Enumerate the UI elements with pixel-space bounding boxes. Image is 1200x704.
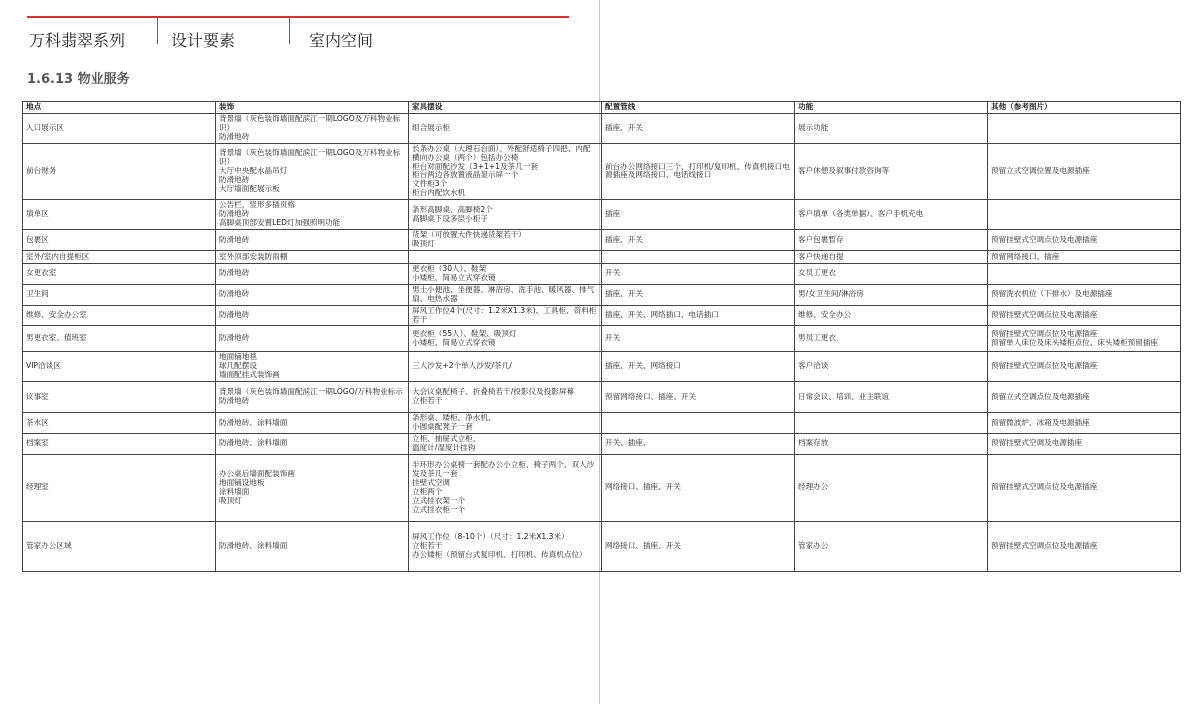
table-cell	[409, 250, 602, 263]
cell-text: 男员工更衣	[798, 333, 836, 343]
table-row	[23, 284, 1181, 305]
cell-text: VIP洽谈区	[26, 361, 61, 371]
cell-text: 展示功能	[798, 122, 829, 132]
table-cell	[795, 305, 988, 326]
table-cell	[602, 143, 795, 199]
table-cell	[602, 250, 795, 263]
cell-text: 男更衣室、值班室	[26, 333, 87, 343]
cell-text: 管家办公区域	[26, 540, 72, 550]
cell-text: 卫生间	[26, 289, 49, 299]
cell-text: 维修、安全办公室	[26, 310, 87, 320]
cell-text: 屏风工作位（8-10个）（尺寸：1.2米X1.3米） 立柜若干 办公矮柜（预留台式复印机、打印机、传真机点位）	[412, 531, 587, 559]
column-header: 家具摆设	[409, 102, 602, 114]
table-cell	[602, 200, 795, 230]
table-cell	[988, 305, 1181, 326]
table-cell	[216, 250, 409, 263]
table-cell	[988, 382, 1181, 413]
table-cell	[602, 382, 795, 413]
table-cell	[23, 250, 216, 263]
cell-text: 前台办公网络接口三个，打印机/复印机、传真机接口电源插座及网络接口、电话线接口	[605, 161, 790, 180]
cell-text: 网络接口、插座、开关	[605, 482, 681, 492]
cell-text: 更衣柜（30人）、鞋架 小矮柜、简易立式穿衣镜	[412, 263, 496, 282]
cell-text: 插座	[605, 209, 621, 219]
table-cell	[795, 284, 988, 305]
cell-text: 经理办公	[798, 482, 829, 492]
column-header: 地点	[23, 102, 216, 114]
table-cell	[23, 200, 216, 230]
table-cell	[795, 326, 988, 352]
table-cell	[988, 326, 1181, 352]
cell-text: 插座、开关、网络插口、电话插口	[605, 310, 719, 320]
cell-text: 防滑地砖	[219, 289, 250, 299]
cell-text: 预留挂壁式空调点位及电源插座	[991, 482, 1098, 492]
cell-text: 公告栏，竖形多插页格 防滑地砖 高脚桌顶部安置LED灯加强照明功能	[219, 200, 341, 228]
table-cell	[409, 263, 602, 284]
table-row	[23, 382, 1181, 413]
cell-text: 男士小便池、坐便器、淋浴房、洗手池、暖风器、排气扇、电热水器	[412, 284, 595, 303]
column-header: 装饰	[216, 102, 409, 114]
cell-text: 条形桌、矮柜、净水机、 小圆桌配凳子一套	[412, 413, 496, 432]
header-tab-interior: 室内空间	[309, 31, 374, 50]
table-cell	[795, 263, 988, 284]
header-separator	[157, 16, 158, 44]
table-cell	[988, 200, 1181, 230]
cell-text: 插座、开关	[605, 122, 643, 132]
cell-text: 包裹区	[26, 234, 49, 244]
table-cell	[795, 200, 988, 230]
table-row	[23, 143, 1181, 199]
table-cell	[409, 382, 602, 413]
cell-text: 预留挂壁式空调点位及电源插座	[991, 234, 1098, 244]
table-cell	[795, 230, 988, 251]
table-cell	[216, 143, 409, 199]
cell-text: 室外顶部安装防雨棚	[219, 251, 288, 261]
table-cell	[602, 521, 795, 571]
table-cell	[602, 352, 795, 382]
cell-text: 背景墙（灰色装饰墙面配滨江一期LOGO及万科物业标识） 大厅中央配水晶吊灯 防滑地砖 大厅墙面配展示板	[219, 148, 401, 193]
cell-text: 客户快递自提	[798, 251, 844, 261]
header-separator	[289, 16, 290, 44]
cell-text: 预留挂壁式空调点位及电源插座	[991, 540, 1098, 550]
table-cell	[409, 454, 602, 521]
table-cell	[23, 454, 216, 521]
cell-text: 客户包裹暂存	[798, 234, 844, 244]
table-cell	[795, 433, 988, 454]
table-cell	[409, 284, 602, 305]
table-cell	[988, 352, 1181, 382]
table-row	[23, 230, 1181, 251]
cell-text: 更衣柜（55人）、鞋架、吸顶灯 小矮柜、简易立式穿衣镜	[412, 329, 517, 347]
table-cell	[216, 433, 409, 454]
cell-text: 预留网络接口、插座	[991, 251, 1060, 261]
table-header-row	[23, 102, 1181, 114]
column-header: 其他（参考图片）	[988, 102, 1181, 114]
table-cell	[216, 230, 409, 251]
table-cell	[795, 454, 988, 521]
cell-text: 办公桌后墙面配装饰画 地面铺设地板 涂料墙面 吸顶灯	[219, 468, 295, 505]
table-cell	[409, 413, 602, 434]
table-cell	[988, 230, 1181, 251]
table-cell	[988, 143, 1181, 199]
table-cell	[795, 382, 988, 413]
table-cell	[409, 521, 602, 571]
table-cell	[988, 413, 1181, 434]
cell-text: 客户洽谈	[798, 361, 829, 371]
table-cell	[216, 382, 409, 413]
cell-text: 三人沙发+2个单人沙发/茶几/	[412, 361, 512, 371]
cell-text: 网络接口、插座、开关	[605, 540, 681, 550]
table-cell	[409, 143, 602, 199]
table-cell	[216, 521, 409, 571]
table-row	[23, 305, 1181, 326]
table-row	[23, 263, 1181, 284]
table-row	[23, 521, 1181, 571]
table-cell	[409, 433, 602, 454]
cell-text: 预留网络接口、插座、开关	[605, 391, 697, 401]
table-cell	[988, 263, 1181, 284]
table-body	[23, 114, 1181, 572]
table-cell	[23, 143, 216, 199]
table-cell	[409, 352, 602, 382]
table-cell	[602, 284, 795, 305]
cell-text: 防滑地砖	[219, 310, 250, 320]
cell-text: 预留挂壁式空调点位及电源插座	[991, 310, 1098, 320]
cell-text: 背景墙（灰色装饰墙面配滨江一期LOGO/万科物业标示 防滑地砖	[219, 387, 403, 406]
column-header: 配置管线	[602, 102, 795, 114]
table-cell	[23, 305, 216, 326]
cell-text: 插座、开关	[605, 234, 643, 244]
table-cell	[23, 413, 216, 434]
table-cell	[409, 326, 602, 352]
table-cell	[23, 284, 216, 305]
table-cell	[409, 114, 602, 144]
table-cell	[216, 454, 409, 521]
cell-text: 开关	[605, 268, 621, 278]
column-header: 功能	[795, 102, 988, 114]
table-cell	[795, 521, 988, 571]
cell-text: 防滑地砖	[219, 333, 250, 343]
table-cell	[216, 284, 409, 305]
table-row	[23, 250, 1181, 263]
cell-text: 插座、开关	[605, 289, 643, 299]
cell-text: 立柜、抽屉式立柜、 温度计/湿度计挂钩	[412, 433, 481, 452]
table-row	[23, 352, 1181, 382]
table-row	[23, 200, 1181, 230]
table-cell	[216, 352, 409, 382]
cell-text: 开关、插座、	[605, 438, 651, 448]
cell-text: 男/女卫生间/淋浴房	[798, 289, 864, 299]
property-service-table	[22, 101, 1181, 572]
header-tab-design: 设计要素	[171, 31, 236, 50]
table-cell	[988, 521, 1181, 571]
table-cell	[23, 326, 216, 352]
cell-text: 预留立式空调位置及电源插座	[991, 165, 1090, 175]
table-cell	[795, 352, 988, 382]
section-title: 1.6.13 物业服务	[27, 72, 130, 87]
table-cell	[216, 326, 409, 352]
table-cell	[988, 284, 1181, 305]
cell-text: 开关	[605, 333, 621, 343]
cell-text: 防滑地砖、涂料墙面	[219, 540, 288, 550]
cell-text: 组合展示柜	[412, 122, 450, 132]
cell-text: 预留立式空调点位及电源插座	[991, 391, 1090, 401]
cell-text: 客户填单（各类单据）、客户手机充电	[798, 209, 924, 219]
cell-text: 条形高脚桌、高脚椅2个 高脚桌下设多层小柜子	[412, 204, 493, 223]
header-tab-series: 万科翡翠系列	[29, 31, 126, 50]
table-cell	[602, 433, 795, 454]
table-cell	[23, 263, 216, 284]
table-cell	[409, 200, 602, 230]
cell-text: 地面铺地毯 球几配摆设 墙面配挂式装饰画	[219, 352, 280, 380]
table-cell	[216, 114, 409, 144]
cell-text: 女员工更衣	[798, 268, 836, 278]
cell-text: 档案室	[26, 438, 49, 448]
table-cell	[795, 114, 988, 144]
table-cell	[23, 382, 216, 413]
cell-text: 防滑地砖、涂料墙面	[219, 417, 288, 427]
cell-text: 档案存放	[798, 438, 829, 448]
table-row	[23, 326, 1181, 352]
cell-text: 插座、开关、网络接口	[605, 361, 681, 371]
cell-text: 室外/室内自提柜区	[26, 251, 90, 261]
cell-text: 入口展示区	[26, 122, 64, 132]
table-cell	[409, 305, 602, 326]
cell-text: 日常会议、培训、业主联谊	[798, 391, 890, 401]
table-cell	[216, 263, 409, 284]
table-cell	[602, 305, 795, 326]
table-cell	[23, 352, 216, 382]
cell-text: 半环形办公桌椅一套配办公小立柜、椅子两个、双人沙发及茶几一套 挂壁式空调 立柜两个 立式挂衣架一个 立式挂衣柜一个	[412, 460, 595, 514]
cell-text: 预留洗衣机位（下排水）及电源插座	[991, 289, 1113, 299]
cell-text: 预留挂壁式空调点位及电源插座	[991, 361, 1098, 371]
cell-text: 长条办公桌（大理石台面）、外配舒适椅子四把、内配横向办公桌（两个）包括办公椅 柜台对面配沙发（3+1+1及茶几一套 柜台两边各放置液晶显示屏一个 文件柜3个 柜台内配饮水机	[412, 143, 591, 198]
header-red-line	[27, 16, 569, 18]
table-cell	[216, 305, 409, 326]
table-cell	[23, 230, 216, 251]
table-cell	[409, 230, 602, 251]
cell-text: 大会议桌配椅子、折叠椅若干/投影仪及投影屏幕 立柜若干	[412, 387, 575, 406]
cell-text: 防滑地砖、涂料墙面	[219, 438, 288, 448]
table-cell	[602, 114, 795, 144]
cell-text: 背景墙（灰色装饰墙面配滨江一期LOGO及万科物业标识） 防滑地砖	[219, 114, 401, 141]
table-cell	[23, 521, 216, 571]
cell-text: 议事室	[26, 391, 49, 401]
table-cell	[216, 200, 409, 230]
cell-text: 预留微波炉、冰箱及电源插座	[991, 417, 1090, 427]
cell-text: 货架（可放置大件快递货架若干） 吸顶灯	[412, 230, 526, 249]
cell-text: 预留挂壁式空调点位及电源插座 预留单人床位及床头矮柜点位、床头矮柜预留插座	[991, 329, 1159, 347]
table-cell	[988, 433, 1181, 454]
table-row	[23, 114, 1181, 144]
table-cell	[602, 454, 795, 521]
table-cell	[795, 143, 988, 199]
table-cell	[23, 114, 216, 144]
table-cell	[795, 413, 988, 434]
cell-text: 前台财务	[26, 165, 57, 175]
table-row	[23, 454, 1181, 521]
table-cell	[602, 326, 795, 352]
table-row	[23, 433, 1181, 454]
cell-text: 客户休憩及叙事付款咨询等	[798, 165, 890, 175]
cell-text: 女更衣室	[26, 268, 57, 278]
cell-text: 经理室	[26, 482, 49, 492]
cell-text: 屏风工作位4个(尺寸：1.2米X1.3米)、工具柜、资料柜若干	[412, 305, 597, 324]
cell-text: 防滑地砖	[219, 268, 250, 278]
table-row	[23, 413, 1181, 434]
table-cell	[602, 230, 795, 251]
table-cell	[23, 433, 216, 454]
table-cell	[795, 250, 988, 263]
cell-text: 填单区	[26, 209, 49, 219]
cell-text: 管家办公	[798, 540, 829, 550]
table-cell	[602, 413, 795, 434]
table-cell	[988, 114, 1181, 144]
table-cell	[988, 454, 1181, 521]
table-cell	[988, 250, 1181, 263]
cell-text: 茶水区	[26, 417, 49, 427]
table-cell	[216, 413, 409, 434]
cell-text: 防滑地砖	[219, 234, 250, 244]
cell-text: 维修、安全办公	[798, 310, 852, 320]
table-cell	[602, 263, 795, 284]
cell-text: 预留挂壁式空调及电源插座	[991, 438, 1083, 448]
